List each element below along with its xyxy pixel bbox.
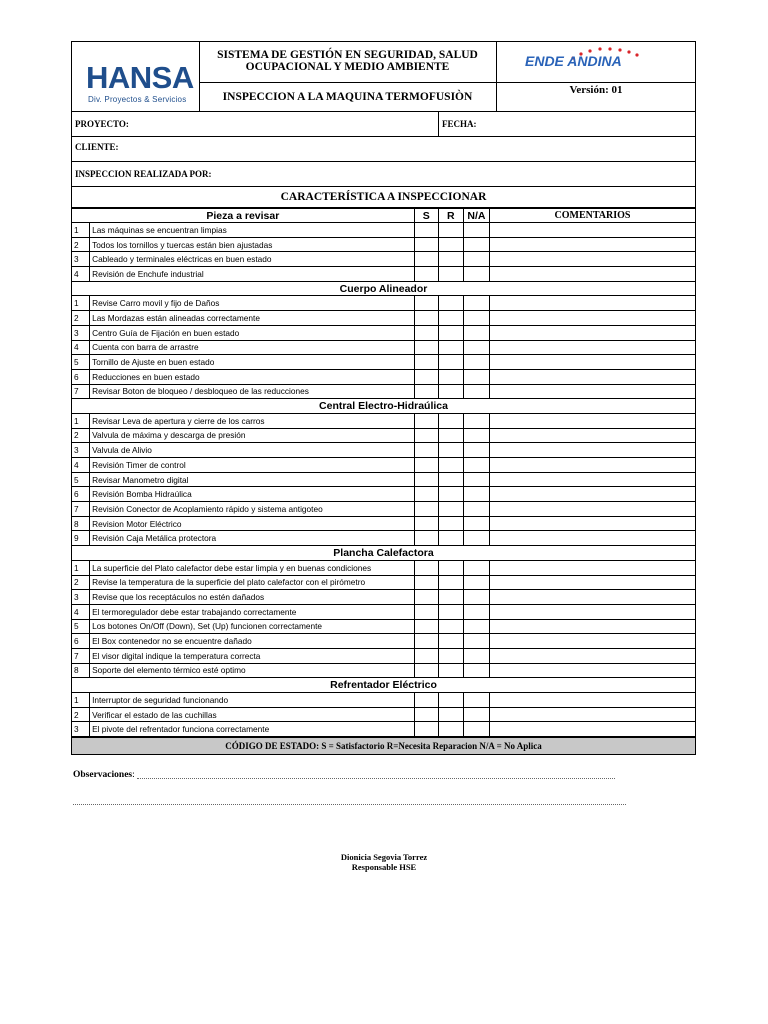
status-r-cell[interactable]: [438, 516, 463, 531]
status-s-cell[interactable]: [414, 707, 438, 722]
status-r-cell[interactable]: [438, 722, 463, 737]
status-r-cell[interactable]: [438, 707, 463, 722]
item-number: 5: [72, 619, 90, 634]
status-s-cell[interactable]: [414, 634, 438, 649]
status-na-cell[interactable]: [463, 502, 489, 517]
status-na-cell[interactable]: [463, 575, 489, 590]
status-r-cell[interactable]: [438, 663, 463, 678]
item-description: Todos los tornillos y tuercas están bien ajustadas: [90, 237, 415, 252]
checklist-body: [72, 223, 696, 737]
checklist-row: [72, 604, 696, 619]
section-header-row: [72, 399, 696, 414]
status-na-cell[interactable]: [463, 634, 489, 649]
checklist-row: [72, 472, 696, 487]
checklist-row: [72, 707, 696, 722]
header-comentarios: COMENTARIOS: [489, 209, 695, 223]
status-r-cell[interactable]: [438, 575, 463, 590]
item-number: 3: [72, 443, 90, 458]
item-number: 6: [72, 369, 90, 384]
checklist-row: [72, 311, 696, 326]
status-na-cell[interactable]: [463, 267, 489, 282]
checklist-row: [72, 648, 696, 663]
status-r-cell[interactable]: [438, 237, 463, 252]
comment-cell[interactable]: [489, 340, 695, 355]
ende-andina-logo: [497, 42, 695, 83]
item-description: Revisión Caja Metálica protectora: [90, 531, 415, 546]
comment-cell[interactable]: [489, 252, 695, 267]
status-s-cell[interactable]: [414, 663, 438, 678]
comment-cell[interactable]: [489, 296, 695, 311]
status-r-cell[interactable]: [438, 325, 463, 340]
item-number: 1: [72, 296, 90, 311]
status-r-cell[interactable]: [438, 413, 463, 428]
status-s-cell[interactable]: [414, 516, 438, 531]
status-s-cell[interactable]: [414, 355, 438, 370]
item-description: Revise que los receptáculos no estén dañados: [90, 590, 415, 605]
comment-cell[interactable]: [489, 472, 695, 487]
status-s-cell[interactable]: [414, 311, 438, 326]
status-na-cell[interactable]: [463, 590, 489, 605]
checklist-row: [72, 502, 696, 517]
item-description: Las Mordazas están alineadas correctamente: [90, 311, 415, 326]
date-cell: [438, 112, 477, 136]
status-s-cell[interactable]: [414, 458, 438, 473]
signature-block: [0, 852, 768, 872]
item-number: 5: [72, 472, 90, 487]
checklist-row: [72, 487, 696, 502]
status-na-cell[interactable]: [463, 663, 489, 678]
comment-cell[interactable]: [489, 648, 695, 663]
item-description: Reducciones en buen estado: [90, 369, 415, 384]
table-header-row: [72, 209, 696, 223]
checklist-row: [72, 575, 696, 590]
checklist-row: [72, 384, 696, 399]
comment-cell[interactable]: [489, 223, 695, 238]
status-r-cell[interactable]: [438, 443, 463, 458]
status-na-cell[interactable]: [463, 237, 489, 252]
comment-cell[interactable]: [489, 575, 695, 590]
comment-cell[interactable]: [489, 604, 695, 619]
checklist-row: [72, 443, 696, 458]
status-s-cell[interactable]: [414, 560, 438, 575]
status-r-cell[interactable]: [438, 590, 463, 605]
item-number: 9: [72, 531, 90, 546]
status-r-cell[interactable]: [438, 619, 463, 634]
item-number: 3: [72, 252, 90, 267]
system-title-line2: OCUPACIONAL Y MEDIO AMBIENTE: [245, 61, 450, 73]
checklist-row: [72, 663, 696, 678]
item-description: Revisión Timer de control: [90, 458, 415, 473]
status-na-cell[interactable]: [463, 707, 489, 722]
status-s-cell[interactable]: [414, 590, 438, 605]
comment-cell[interactable]: [489, 663, 695, 678]
status-na-cell[interactable]: [463, 325, 489, 340]
status-na-cell[interactable]: [463, 384, 489, 399]
hansa-logo: [72, 42, 200, 111]
item-description: Las máquinas se encuentran limpias: [90, 223, 415, 238]
status-r-cell[interactable]: [438, 296, 463, 311]
status-s-cell[interactable]: [414, 237, 438, 252]
comment-cell[interactable]: [489, 458, 695, 473]
status-s-cell[interactable]: [414, 428, 438, 443]
item-number: 1: [72, 693, 90, 708]
item-description: Interruptor de seguridad funcionando: [90, 693, 415, 708]
checklist-row: [72, 531, 696, 546]
item-description: Valvula de máxima y descarga de presión: [90, 428, 415, 443]
status-r-cell[interactable]: [438, 355, 463, 370]
item-number: 1: [72, 413, 90, 428]
status-s-cell[interactable]: [414, 267, 438, 282]
item-description: Revisar Leva de apertura y cierre de los carros: [90, 413, 415, 428]
client-label: CLIENTE:: [75, 142, 119, 152]
comment-cell[interactable]: [489, 237, 695, 252]
comment-cell[interactable]: [489, 487, 695, 502]
comment-cell[interactable]: [489, 443, 695, 458]
status-r-cell[interactable]: [438, 531, 463, 546]
comment-cell[interactable]: [489, 619, 695, 634]
project-label: PROYECTO:: [75, 119, 129, 129]
status-na-cell[interactable]: [463, 413, 489, 428]
header-s: S: [414, 209, 438, 223]
checklist-row: [72, 340, 696, 355]
inspector-label: INSPECCION REALIZADA POR:: [75, 169, 212, 179]
observations: [73, 770, 135, 780]
status-r-cell[interactable]: [438, 634, 463, 649]
comment-cell[interactable]: [489, 707, 695, 722]
item-number: 1: [72, 223, 90, 238]
comment-cell[interactable]: [489, 384, 695, 399]
section-header-row: [72, 678, 696, 693]
status-s-cell[interactable]: [414, 531, 438, 546]
checklist-row: [72, 252, 696, 267]
status-r-cell[interactable]: [438, 648, 463, 663]
status-na-cell[interactable]: [463, 560, 489, 575]
item-number: 2: [72, 707, 90, 722]
item-number: 4: [72, 340, 90, 355]
status-r-cell[interactable]: [438, 560, 463, 575]
status-r-cell[interactable]: [438, 252, 463, 267]
item-number: 7: [72, 384, 90, 399]
status-na-cell[interactable]: [463, 487, 489, 502]
status-r-cell[interactable]: [438, 340, 463, 355]
system-title: [199, 42, 497, 83]
item-number: 2: [72, 311, 90, 326]
status-r-cell[interactable]: [438, 384, 463, 399]
checklist-row: [72, 267, 696, 282]
item-number: 2: [72, 428, 90, 443]
status-na-cell[interactable]: [463, 355, 489, 370]
checklist-row: [72, 516, 696, 531]
checklist-row: [72, 693, 696, 708]
signature-role: Responsable HSE: [351, 862, 417, 872]
status-na-cell[interactable]: [463, 516, 489, 531]
checklist-row: [72, 296, 696, 311]
checklist-row: [72, 325, 696, 340]
checklist-row: [72, 223, 696, 238]
status-s-cell[interactable]: [414, 722, 438, 737]
item-number: 3: [72, 590, 90, 605]
item-description: Revisión Bomba Hidraúlica: [90, 487, 415, 502]
status-r-cell[interactable]: [438, 458, 463, 473]
form-header: [71, 41, 696, 112]
status-r-cell[interactable]: [438, 223, 463, 238]
checklist-row: [72, 369, 696, 384]
section-title: Cuerpo Alineador: [72, 281, 696, 296]
item-description: Soporte del elemento térmico esté optimo: [90, 663, 415, 678]
status-s-cell[interactable]: [414, 472, 438, 487]
item-number: 2: [72, 575, 90, 590]
status-na-cell[interactable]: [463, 472, 489, 487]
inspector-row: [71, 162, 696, 187]
item-number: 3: [72, 722, 90, 737]
status-na-cell[interactable]: [463, 693, 489, 708]
header-na: N/A: [463, 209, 489, 223]
item-number: 4: [72, 267, 90, 282]
comment-cell[interactable]: [489, 516, 695, 531]
item-number: 7: [72, 502, 90, 517]
status-na-cell[interactable]: [463, 340, 489, 355]
section-title: Central Electro-Hidraúlica: [72, 399, 696, 414]
status-na-cell[interactable]: [463, 531, 489, 546]
item-number: 3: [72, 325, 90, 340]
comment-cell[interactable]: [489, 722, 695, 737]
checklist-row: [72, 413, 696, 428]
item-description: Revise Carro movil y fijo de Daños: [90, 296, 415, 311]
item-description: Cuenta con barra de arrastre: [90, 340, 415, 355]
item-number: 5: [72, 355, 90, 370]
header-pieza: Pieza a revisar: [72, 209, 415, 223]
status-s-cell[interactable]: [414, 384, 438, 399]
status-r-cell[interactable]: [438, 472, 463, 487]
item-number: 1: [72, 560, 90, 575]
comment-cell[interactable]: [489, 590, 695, 605]
status-na-cell[interactable]: [463, 296, 489, 311]
status-s-cell[interactable]: [414, 693, 438, 708]
hansa-logo-subtitle: Div. Proyectos & Servicios: [88, 95, 187, 104]
item-description: Revisar Boton de bloqueo / desbloqueo de las reducciones: [90, 384, 415, 399]
comment-cell[interactable]: [489, 355, 695, 370]
item-description: Revision Motor Eléctrico: [90, 516, 415, 531]
observations-line-2[interactable]: [73, 800, 626, 805]
item-number: 8: [72, 516, 90, 531]
status-na-cell[interactable]: [463, 604, 489, 619]
comment-cell[interactable]: [489, 311, 695, 326]
version-label: Versión: 01: [569, 84, 623, 96]
item-description: El pivote del refrentador funciona correctamente: [90, 722, 415, 737]
comment-cell[interactable]: [489, 325, 695, 340]
checklist-row: [72, 237, 696, 252]
item-number: 4: [72, 604, 90, 619]
item-description: Verificar el estado de las cuchillas: [90, 707, 415, 722]
status-s-cell[interactable]: [414, 487, 438, 502]
comment-cell[interactable]: [489, 693, 695, 708]
inspection-heading: CARACTERÍSTICA A INSPECCIONAR: [71, 187, 696, 208]
checklist-row: [72, 619, 696, 634]
comment-cell[interactable]: [489, 428, 695, 443]
item-description: Los botones On/Off (Down), Set (Up) funcionen correctamente: [90, 619, 415, 634]
checklist-table: [71, 208, 696, 737]
status-s-cell[interactable]: [414, 575, 438, 590]
status-s-cell[interactable]: [414, 648, 438, 663]
comment-cell[interactable]: [489, 502, 695, 517]
status-s-cell[interactable]: [414, 443, 438, 458]
status-r-cell[interactable]: [438, 311, 463, 326]
section-header-row: [72, 281, 696, 296]
comment-cell[interactable]: [489, 634, 695, 649]
observations-line-1[interactable]: [137, 774, 615, 779]
status-r-cell[interactable]: [438, 267, 463, 282]
status-na-cell[interactable]: [463, 443, 489, 458]
item-description: Revisión Conector de Acoplamiento rápido y sistema antigoteo: [90, 502, 415, 517]
item-description: El Box contenedor no se encuentre dañado: [90, 634, 415, 649]
item-description: Cableado y terminales eléctricas en buen estado: [90, 252, 415, 267]
status-r-cell[interactable]: [438, 502, 463, 517]
observations-colon: :: [132, 770, 135, 780]
checklist-row: [72, 560, 696, 575]
status-r-cell[interactable]: [438, 428, 463, 443]
item-number: 2: [72, 237, 90, 252]
item-number: 4: [72, 458, 90, 473]
item-description: Tornillo de Ajuste en buen estado: [90, 355, 415, 370]
item-description: Valvula de Alivio: [90, 443, 415, 458]
system-title-line1: SISTEMA DE GESTIÓN EN SEGURIDAD, SALUD: [217, 49, 478, 61]
checklist-row: [72, 590, 696, 605]
checklist-row: [72, 428, 696, 443]
item-description: El visor digital indique la temperatura correcta: [90, 648, 415, 663]
checklist-row: [72, 634, 696, 649]
item-description: Revisar Manometro digital: [90, 472, 415, 487]
status-na-cell[interactable]: [463, 648, 489, 663]
status-na-cell[interactable]: [463, 311, 489, 326]
item-number: 7: [72, 648, 90, 663]
hansa-logo-text: HANSA: [86, 60, 194, 95]
status-r-cell[interactable]: [438, 487, 463, 502]
status-na-cell[interactable]: [463, 458, 489, 473]
item-description: Centro Guía de Fijación en buen estado: [90, 325, 415, 340]
status-s-cell[interactable]: [414, 223, 438, 238]
comment-cell[interactable]: [489, 413, 695, 428]
status-s-cell[interactable]: [414, 369, 438, 384]
status-s-cell[interactable]: [414, 604, 438, 619]
signature-name: Dionicia Segovia Torrez: [340, 852, 428, 862]
item-description: La superficie del Plato calefactor debe estar limpia y en buenas condiciones: [90, 560, 415, 575]
status-s-cell[interactable]: [414, 325, 438, 340]
status-na-cell[interactable]: [463, 223, 489, 238]
status-s-cell[interactable]: [414, 340, 438, 355]
checklist-row: [72, 355, 696, 370]
status-r-cell[interactable]: [438, 369, 463, 384]
status-s-cell[interactable]: [414, 413, 438, 428]
comment-cell[interactable]: [489, 267, 695, 282]
ende-andina-logo-text: ENDE ANDINA: [525, 53, 622, 69]
status-na-cell[interactable]: [463, 252, 489, 267]
section-title: Refrentador Eléctrico: [72, 678, 696, 693]
comment-cell[interactable]: [489, 369, 695, 384]
item-description: Revisión de Enchufe industrial: [90, 267, 415, 282]
status-na-cell[interactable]: [463, 722, 489, 737]
observations-label: Observaciones: [73, 770, 133, 780]
checklist-row: [72, 458, 696, 473]
item-description: Revise la temperatura de la superficie del plato calefactor con el pirómetro: [90, 575, 415, 590]
client-row: [71, 137, 696, 162]
checklist-row: [72, 722, 696, 737]
comment-cell[interactable]: [489, 560, 695, 575]
form-title: INSPECCION A LA MAQUINA TERMOFUSIÒN: [199, 83, 497, 111]
item-description: El termoregulador debe estar trabajando correctamente: [90, 604, 415, 619]
status-code-legend: CÓDIGO DE ESTADO: S = Satisfactorio R=Necesita Reparacion N/A = No Aplica: [71, 737, 696, 755]
comment-cell[interactable]: [489, 531, 695, 546]
status-na-cell[interactable]: [463, 369, 489, 384]
status-s-cell[interactable]: [414, 619, 438, 634]
section-title: Plancha Calefactora: [72, 546, 696, 561]
status-r-cell[interactable]: [438, 604, 463, 619]
project-row: [71, 112, 696, 137]
status-na-cell[interactable]: [463, 428, 489, 443]
date-label: FECHA:: [442, 119, 477, 129]
status-s-cell[interactable]: [414, 502, 438, 517]
header-r: R: [438, 209, 463, 223]
section-header-row: [72, 546, 696, 561]
status-s-cell[interactable]: [414, 252, 438, 267]
status-na-cell[interactable]: [463, 619, 489, 634]
item-number: 6: [72, 487, 90, 502]
status-r-cell[interactable]: [438, 693, 463, 708]
status-s-cell[interactable]: [414, 296, 438, 311]
item-number: 6: [72, 634, 90, 649]
item-number: 8: [72, 663, 90, 678]
